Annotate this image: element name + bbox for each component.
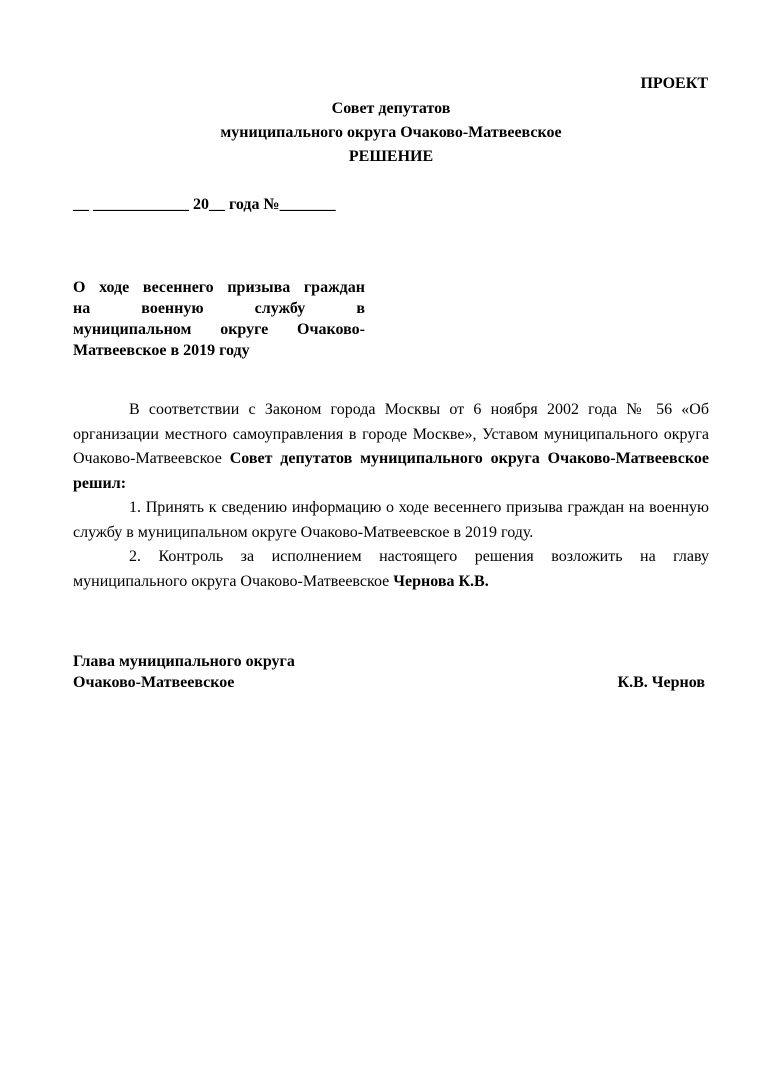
draft-mark: ПРОЕКТ [640,75,708,92]
document-header [73,97,709,169]
date-number-line: __ ____________ 20__ года №_______ [73,196,336,213]
header-council: Совет депутатов [331,100,451,117]
item-text: 1. Принять к сведению информацию о ходе весеннего призыва граждан на военную службу в муниципальном округе Очаково-Матвеевское в 2019 году. [73,499,709,541]
decision-item-1 [73,496,709,545]
item-text: 2. Контроль за исполнением настоящего решения возложить на главу муниципального округа Очаково-Матвеевское [73,548,709,590]
subject-line: О ходе весеннего призыва граждан [73,279,365,296]
signature-row [73,672,705,693]
decision-item-2 [73,545,709,594]
preamble-resolution: Совет депутатов муниципального округа Очаково-Матвеевское решил: [73,450,710,492]
signature-name: К.В. Чернов [617,674,705,691]
signature-title-line2: Очаково-Матвеевское [73,674,235,691]
decision-body [73,398,709,594]
subject-line: Матвеевское в 2019 году [73,342,250,359]
header-decision: РЕШЕНИЕ [348,148,434,165]
signature-block [73,651,705,693]
subject-line: муниципальном округе Очаково- [73,321,365,338]
item-bold-name: Чернова К.В. [393,572,489,590]
signature-title-line1: Глава муниципального округа [73,653,295,670]
preamble-text: В соответствии с Законом города Москвы от 6 ноября 2002 года № 56 «Об организации местного самоуправления в городе Москве», Уставом муниципального округа Очаково-Матвеевское [73,401,709,467]
header-district: муниципального округа Очаково-Матвеевское [220,124,562,141]
decision-subject [73,277,365,361]
preamble-paragraph [73,398,709,496]
subject-line: на военную службу в [73,300,365,317]
